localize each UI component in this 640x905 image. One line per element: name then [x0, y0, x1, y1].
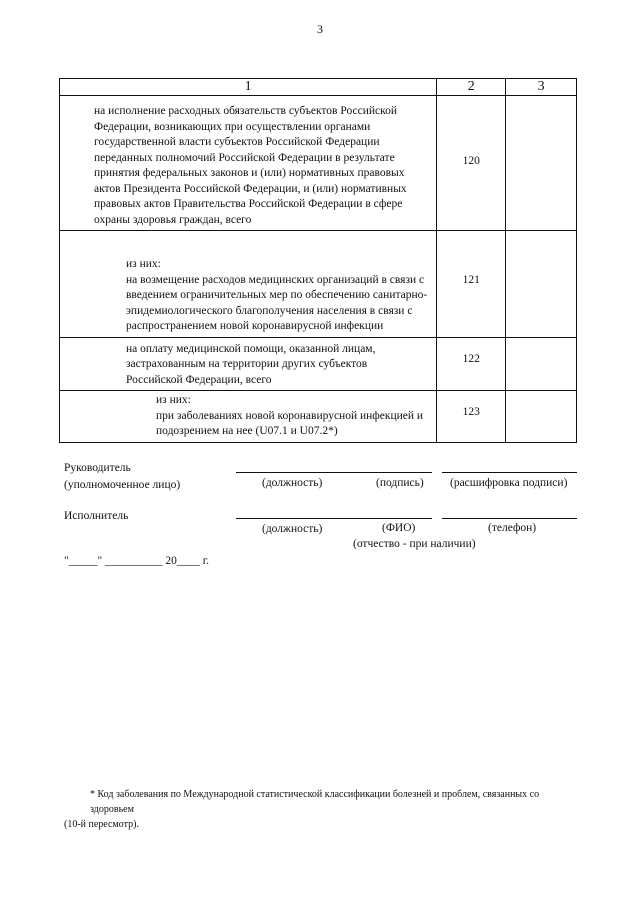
row-value[interactable] [506, 391, 577, 443]
table-row [60, 231, 577, 338]
row-description: на оплату медицинской помощи, оказанной лицам, застрахованным на территории других субъектов Российской Федерации, всего [60, 337, 437, 391]
head-sublabel: (уполномоченное лицо) [64, 479, 181, 491]
row-code: 120 [437, 96, 506, 231]
head-position-signature-line[interactable] [236, 472, 432, 473]
executor-phone-caption: (телефон) [488, 522, 537, 534]
table-row [60, 337, 577, 391]
executor-label: Исполнитель [64, 510, 129, 522]
executor-position-caption: (должность) [262, 523, 323, 535]
column-header-3: 3 [506, 79, 577, 96]
footnote [64, 787, 584, 832]
executor-patronymic-caption: (отчество - при наличии) [353, 538, 476, 550]
date-line[interactable]: "_____" __________ 20____ г. [64, 555, 210, 567]
row-description: из них: при заболеваниях новой коронавирусной инфекцией и подозрением на нее (U07.1 и U07.2*) [60, 391, 437, 443]
executor-name-caption: (ФИО) [382, 522, 416, 534]
row-value[interactable] [506, 96, 577, 231]
page-number: 3 [317, 22, 323, 36]
column-header-1: 1 [60, 79, 437, 96]
footnote-line-1: * Код заболевания по Международной статистической классификации болезней и проблем, связанных со здоровьем [90, 789, 540, 815]
row-description: на исполнение расходных обязательств субъектов Российской Федерации, возникающих при осуществлении органами государственной власти субъектов Российской Федерации переданных полномочий Российской Федерации в результате принятия федеральных законов и (или) нормативных правовых актов Президента Российской Федерации, и (или) нормативных правовых актов Правительства Российской Федерации в сфере охраны здоровья граждан, всего [60, 96, 437, 231]
row-value[interactable] [506, 337, 577, 391]
row-value[interactable] [506, 231, 577, 338]
row-code: 122 [437, 337, 506, 391]
table-row [60, 391, 577, 443]
head-label: Руководитель [64, 462, 131, 474]
row-code: 123 [437, 391, 506, 443]
row-description: из них: на возмещение расходов медицинских организаций в связи с введением ограничительных мер по обеспечению санитарно- эпидемиологического благополучения населения в связи с распространением новой коронавирусной инфекции [60, 231, 437, 338]
head-decryption-line[interactable] [442, 472, 577, 473]
head-position-caption: (должность) [262, 477, 323, 489]
executor-phone-line[interactable] [442, 518, 577, 519]
head-signature-caption: (подпись) [376, 477, 424, 489]
head-decryption-caption: (расшифровка подписи) [450, 477, 568, 489]
table-header-row [60, 79, 577, 96]
executor-position-name-line[interactable] [236, 518, 432, 519]
footnote-line-2: (10-й пересмотр). [64, 819, 139, 830]
row-code: 121 [437, 231, 506, 338]
column-header-2: 2 [437, 79, 506, 96]
table-row [60, 96, 577, 231]
report-table [59, 78, 577, 443]
